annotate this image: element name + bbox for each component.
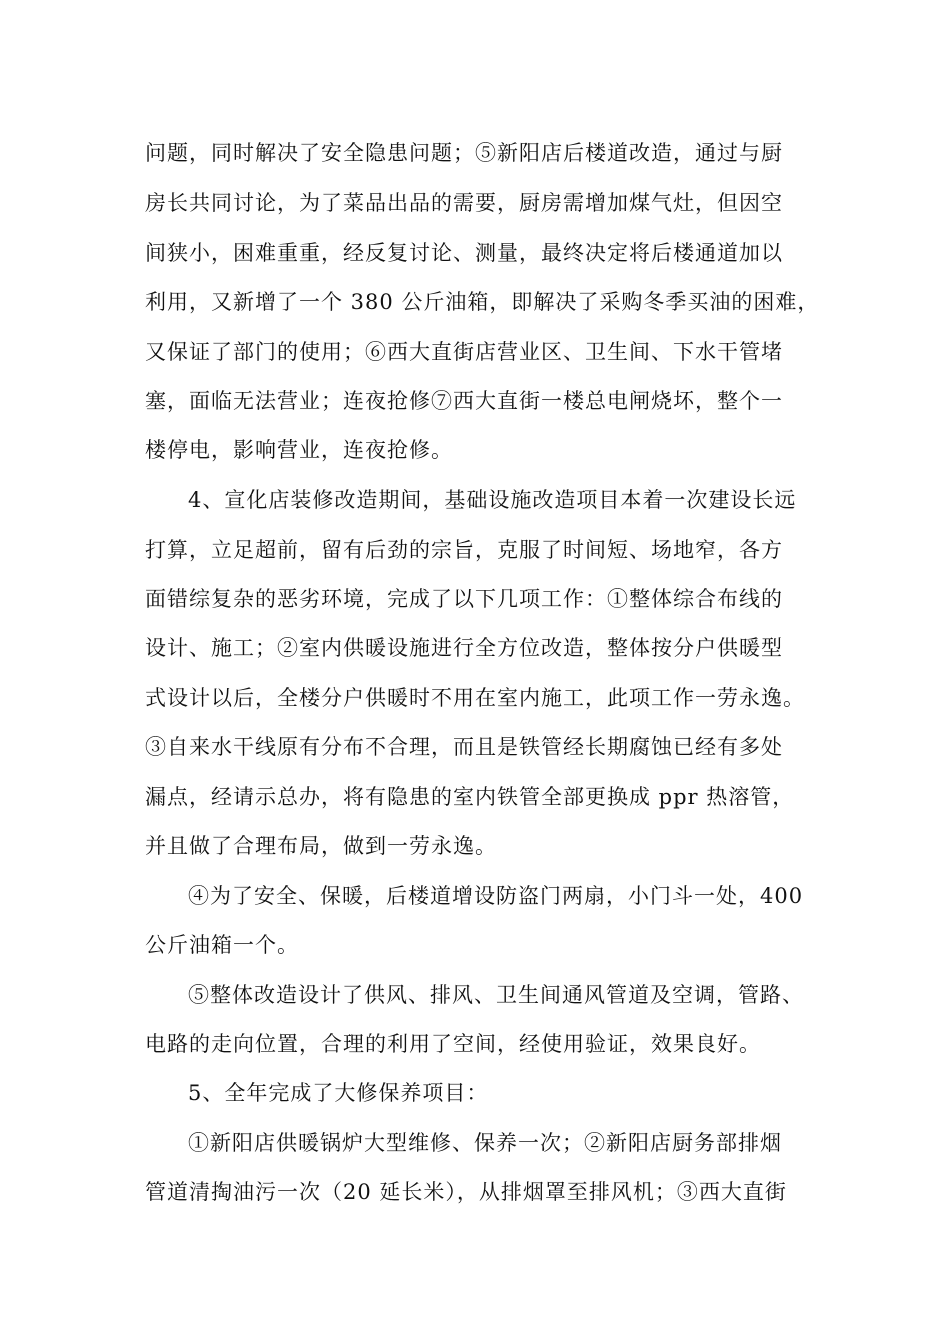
- text-line: 公斤油箱一个。: [145, 933, 299, 957]
- text-line: 4、宣化店装修改造期间，基础设施改造项目本着一次建设长远: [188, 488, 797, 512]
- text-line: ①新阳店供暖锅炉大型维修、保养一次；②新阳店厨务部排烟: [188, 1131, 782, 1155]
- text-line: 房长共同讨论，为了菜品出品的需要，厨房需增加煤气灶，但因空: [145, 191, 783, 215]
- text-line: 利用，又新增了一个 380 公斤油箱，即解决了采购冬季买油的困难，: [145, 290, 820, 314]
- text-line: ③自来水干线原有分布不合理，而且是铁管经长期腐蚀已经有多处: [145, 735, 783, 759]
- text-line: 式设计以后，全楼分户供暖时不用在室内施工，此项工作一劳永逸。: [145, 686, 805, 710]
- text-line: 塞，面临无法营业；连夜抢修⑦西大直街一楼总电闸烧坏，整个一: [145, 389, 783, 413]
- text-line: 管道清掏油污一次（20 延长米），从排烟罩至排风机；③西大直街: [145, 1180, 787, 1204]
- text-line: 打算，立足超前，留有后劲的宗旨，克服了时间短、场地窄，各方: [145, 538, 783, 562]
- text-line: 问题，同时解决了安全隐患问题；⑤新阳店后楼道改造，通过与厨: [145, 141, 783, 165]
- text-line: 面错综复杂的恶劣环境，完成了以下几项工作：①整体综合布线的: [145, 587, 783, 611]
- text-line: 5、全年完成了大修保养项目：: [188, 1081, 489, 1105]
- text-line: 电路的走向位置，合理的利用了空间，经使用验证，效果良好。: [145, 1032, 761, 1056]
- text-line: 设计、施工；②室内供暖设施进行全方位改造，整体按分户供暖型: [145, 636, 783, 660]
- text-line: ⑤整体改造设计了供风、排风、卫生间通风管道及空调，管路、: [188, 983, 804, 1007]
- text-line: 间狭小，困难重重，经反复讨论、测量，最终决定将后楼通道加以: [145, 241, 783, 265]
- text-line: 楼停电，影响营业，连夜抢修。: [145, 438, 453, 462]
- text-line: 并且做了合理布局，做到一劳永逸。: [145, 834, 497, 858]
- text-line: ④为了安全、保暖，后楼道增设防盗门两扇，小门斗一处，400: [188, 884, 804, 908]
- text-line: 漏点，经请示总办，将有隐患的室内铁管全部更换成 ppr 热溶管，: [145, 785, 795, 809]
- text-line: 又保证了部门的使用；⑥西大直街店营业区、卫生间、下水干管堵: [145, 340, 783, 364]
